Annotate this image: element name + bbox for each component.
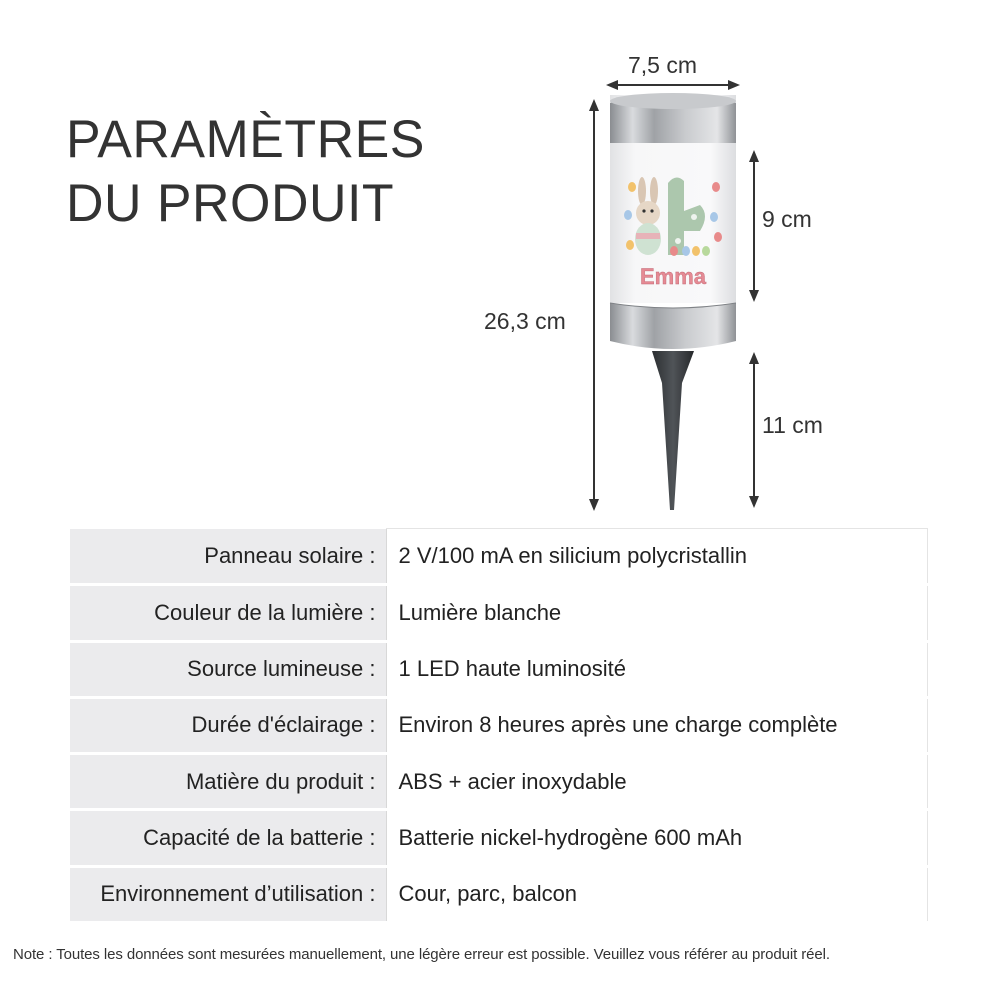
spec-key: Capacité de la batterie : (70, 810, 386, 866)
spec-key: Panneau solaire : (70, 529, 386, 585)
lamp-name-text: Emma (639, 264, 707, 289)
width-dimension-label: 7,5 cm (628, 52, 698, 78)
total-height-dimension-label: 26,3 cm (484, 308, 566, 334)
total-height-arrow (589, 99, 599, 511)
page-title (66, 108, 425, 236)
stake-dimension-label: 11 cm (762, 412, 823, 438)
title-line-1: PARAMÈTRES (66, 110, 425, 169)
spec-key: Couleur de la lumière : (70, 585, 386, 641)
spec-value: Environ 8 heures après une charge complète (386, 697, 928, 753)
spec-row (70, 754, 928, 810)
spec-row (70, 866, 928, 922)
image-area-arrow (749, 150, 759, 302)
spec-value: 2 V/100 mA en silicium polycristallin (386, 529, 928, 585)
spec-key: Matière du produit : (70, 754, 386, 810)
width-arrow (606, 80, 740, 90)
spec-value: Lumière blanche (386, 585, 928, 641)
spec-row (70, 697, 928, 753)
spec-row (70, 585, 928, 641)
spec-row (70, 810, 928, 866)
stake-arrow (749, 352, 759, 508)
spec-key: Durée d'éclairage : (70, 697, 386, 753)
image-area-dimension-label: 9 cm (762, 206, 812, 232)
spec-row (70, 641, 928, 697)
title-line-2: DU PRODUIT (66, 174, 395, 233)
spec-value: 1 LED haute luminosité (386, 641, 928, 697)
product-specs-table (70, 528, 928, 924)
ground-stake (652, 351, 694, 510)
spec-key: Environnement d’utilisation : (70, 866, 386, 922)
spec-value: Cour, parc, balcon (386, 866, 928, 922)
spec-row (70, 529, 928, 585)
measurement-note: Note : Toutes les données sont mesurées manuellement, une légère erreur est possible. Veuillez vous référer au produit réel. (13, 946, 830, 963)
solar-lamp-illustration (570, 55, 870, 525)
spec-value: ABS + acier inoxydable (386, 754, 928, 810)
spec-key: Source lumineuse : (70, 641, 386, 697)
spec-value: Batterie nickel-hydrogène 600 mAh (386, 810, 928, 866)
